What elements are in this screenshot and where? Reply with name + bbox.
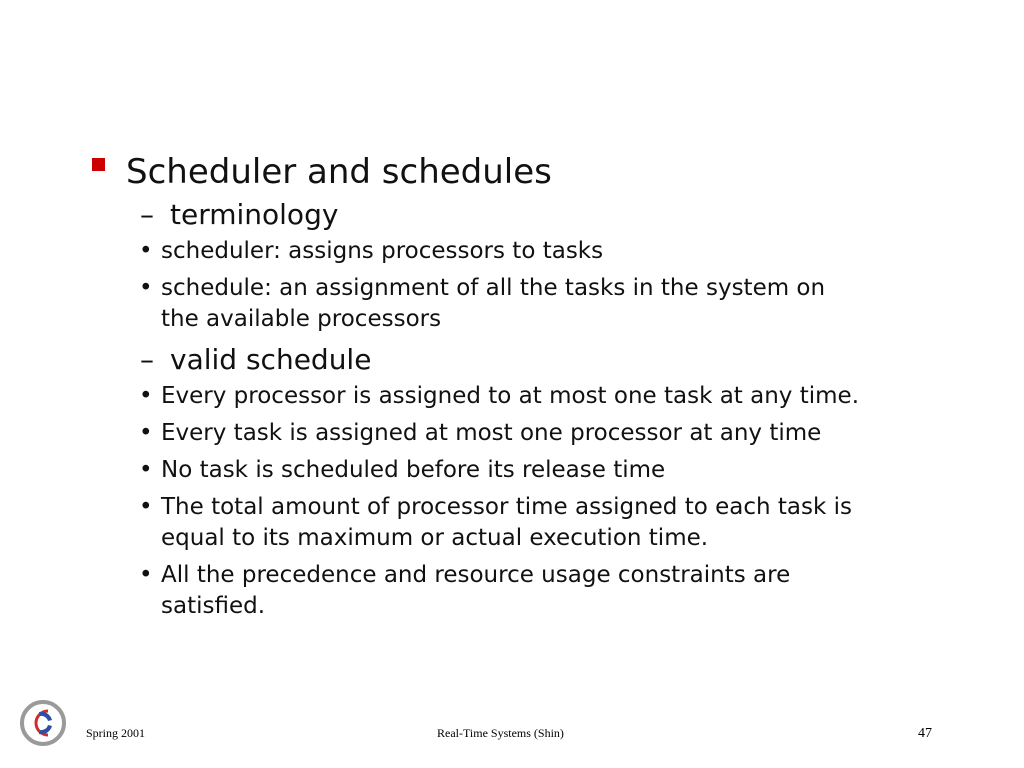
slide-heading: Scheduler and schedules: [126, 152, 552, 192]
list-item-text: The total amount of processor time assigned to each task is equal to its maximum or actual execution time.: [161, 494, 852, 551]
dot-bullet-icon: •: [139, 494, 153, 520]
footer-course-title: Real-Time Systems (Shin): [437, 726, 564, 740]
dot-bullet-icon: •: [139, 457, 153, 483]
cs-logo-icon: [18, 698, 68, 748]
section-title: terminology: [170, 198, 339, 231]
terminology-list: [92, 236, 952, 335]
heading-bullet-item: [92, 150, 952, 194]
page-number: 47: [918, 726, 932, 741]
dot-bullet-icon: •: [139, 238, 153, 264]
dash-bullet-icon: –: [140, 198, 154, 231]
list-item-text: schedule: an assignment of all the tasks in the system on the available processors: [161, 275, 826, 332]
list-item: [139, 560, 861, 622]
list-item-text: Every task is assigned at most one processor at any time: [161, 420, 822, 446]
list-item-text: scheduler: assigns processors to tasks: [161, 238, 604, 264]
list-item-text: All the precedence and resource usage constraints are satisfied.: [161, 562, 791, 619]
dot-bullet-icon: •: [139, 383, 153, 409]
list-item: [139, 381, 861, 412]
list-item: [139, 273, 861, 335]
dot-bullet-icon: •: [139, 420, 153, 446]
section-terminology: [140, 198, 952, 232]
square-bullet-icon: [92, 158, 105, 171]
section-title: valid schedule: [170, 343, 372, 376]
list-item: [139, 236, 861, 267]
bullet-list: [92, 150, 952, 630]
list-item-text: Every processor is assigned to at most one task at any time.: [161, 383, 860, 409]
valid-schedule-list: [92, 381, 952, 622]
dot-bullet-icon: •: [139, 562, 153, 588]
list-item: [139, 455, 861, 486]
section-valid-schedule: [140, 343, 952, 377]
footer-date: Spring 2001: [86, 726, 146, 740]
list-item-text: No task is scheduled before its release time: [161, 457, 666, 483]
list-item: [139, 492, 861, 554]
list-item: [139, 418, 861, 449]
dot-bullet-icon: •: [139, 275, 153, 301]
dash-bullet-icon: –: [140, 343, 154, 376]
